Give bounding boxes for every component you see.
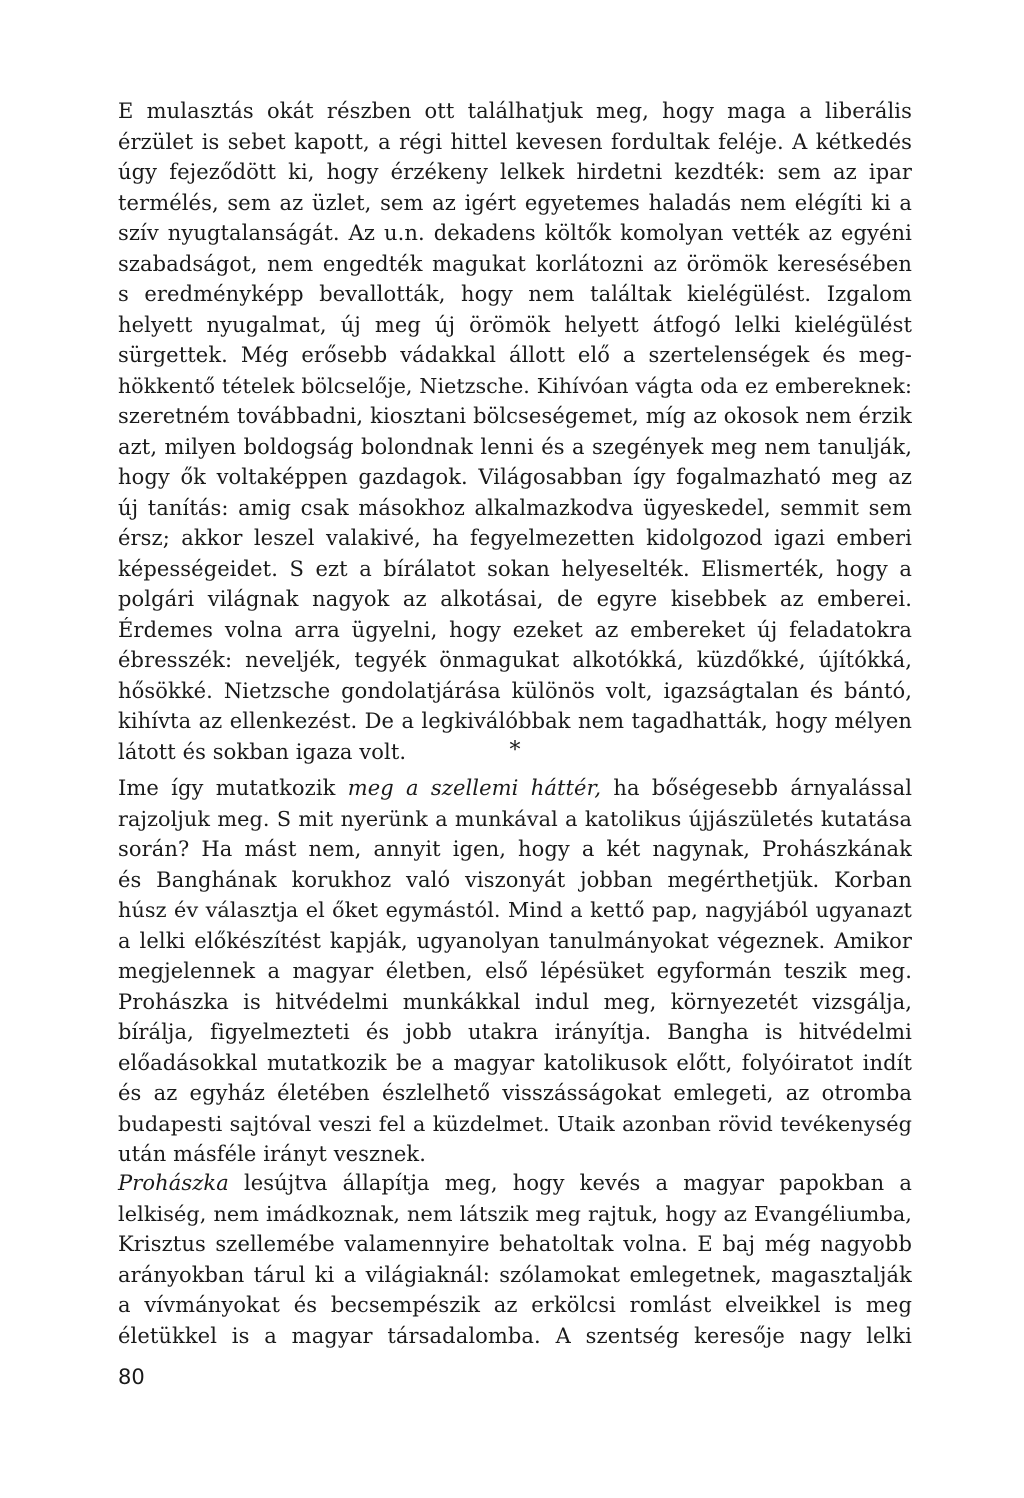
- paragraph-1-line: kihívta az ellenkezést. De a legkiválóbbak nem tagadhatták, hogy mélyen: [118, 709, 912, 733]
- paragraph-2-line: előadásokkal mutatkozik be a magyar katolikusok előtt, folyóiratot indít: [118, 1050, 912, 1075]
- paragraph-1-line: érsz; akkor leszel valakivé, ha fegyelmezetten kidolgozod igazi emberi: [118, 526, 912, 550]
- italic-emphasis: Prohászka: [118, 1171, 229, 1195]
- paragraph-1-line: hökkentő tételek bölcselője, Nietzsche. Kihívóan vágta oda ez embereknek:: [118, 373, 912, 398]
- paragraph-1-line: szeretném továbbadni, kiosztani bölcseségemet, míg az okosok nem érzik: [118, 404, 912, 428]
- paragraph-1: [118, 96, 912, 767]
- paragraph-1-line: új tanítás: amig csak másokhoz alkalmazkodva ügyeskedel, semmit sem: [118, 495, 912, 520]
- paragraph-1-line: látott és sokban igaza volt.: [118, 739, 407, 764]
- paragraph-2-line: során? Ha mást nem, annyit igen, hogy a két nagynak, Prohászkának: [118, 837, 912, 861]
- paragraph-3: [118, 1168, 912, 1351]
- paragraph-1-line: úgy fejeződött ki, hogy érzékeny lelkek hirdetni kezdték: sem az ipar: [118, 160, 912, 184]
- paragraph-1-line: Érdemes volna arra ügyelni, hogy ezeket az embereket új feladatokra: [118, 617, 912, 642]
- section-separator: *: [509, 738, 521, 763]
- paragraph-2-line: rajzoljuk meg. S mit nyerünk a munkával a katolikus újjászületés kutatása: [118, 806, 912, 831]
- paragraph-3-line: Prohászka lesújtva állapítja meg, hogy kevés a magyar papokban a: [118, 1171, 912, 1195]
- paragraph-1-line: ébresszék: neveljék, tegyék önmagukat alkotókká, küzdőkké, újítókká,: [118, 648, 912, 672]
- paragraph-1-line: azt, milyen boldogság bolondnak lenni és a szegények meg nem tanulják,: [118, 434, 912, 459]
- paragraph-2-line: megjelennek a magyar életben, első lépésüket egyformán teszik meg.: [118, 959, 912, 983]
- paragraph-2-line: bírálja, figyelmezteti és jobb utakra irányítja. Bangha is hitvédelmi: [118, 1020, 912, 1044]
- paragraph-2-line: budapesti sajtóval veszi fel a küzdelmet. Utaik azonban rövid tevékenység: [118, 1111, 912, 1136]
- paragraph-1-line: E mulasztás okát részben ott találhatjuk meg, hogy maga a liberális: [118, 99, 912, 123]
- paragraph-2-line: után másféle irányt vesznek.: [118, 1142, 426, 1166]
- paragraph-3-line: lelkiség, nem imádkoznak, nem látszik meg rajtuk, hogy az Evangéliumba,: [118, 1201, 912, 1226]
- paragraph-2-line: Ime így mutatkozik meg a szellemi háttér, ha bőségesebb árnyalással: [118, 776, 913, 800]
- paragraph-1-line: képességeidet. S ezt a bírálatot sokan helyeselték. Elismerték, hogy a: [118, 556, 912, 581]
- paragraph-2-line: Prohászka is hitvédelmi munkákkal indul meg, környezetét vizsgálja,: [118, 989, 912, 1014]
- paragraph-1-line: hogy ők voltaképpen gazdagok. Világosabban így fogalmazható meg az: [118, 465, 912, 489]
- paragraph-3-line: a vívmányokat és becsempészik az erkölcsi romlást elveikkel is meg: [118, 1293, 912, 1317]
- paragraph-2-line: és Banghának korukhoz való viszonyát jobban megérthetjük. Korban: [118, 867, 912, 892]
- paragraph-2: [118, 773, 912, 1170]
- paragraph-1-line: s eredményképp bevallották, hogy nem találtak kielégülést. Izgalom: [118, 282, 912, 306]
- paragraph-2-line: a lelki előkészítést kapják, ugyanolyan tanulmányokat végeznek. Amikor: [118, 928, 912, 953]
- paragraph-1-line: termélés, sem az üzlet, sem az igért egyetemes haladás nem elégíti ki a: [118, 190, 912, 215]
- paragraph-1-line: hősökké. Nietzsche gondolatjárása különös volt, igazságtalan és bántó,: [118, 678, 912, 703]
- italic-emphasis: meg a szellemi háttér,: [347, 776, 602, 800]
- paragraph-1-line: helyett nyugalmat, új meg új örömök helyett átfogó lelki kielégülést: [118, 312, 912, 337]
- page-number: 80: [118, 1365, 145, 1389]
- paragraph-1-line: sürgettek. Még erősebb vádakkal állott elő a szertelenségek és meg-: [118, 343, 912, 367]
- paragraph-3-line: Krisztus szellemébe valamennyire behatoltak volna. E baj még nagyobb: [118, 1232, 912, 1256]
- paragraph-3-line: életükkel is a magyar társadalomba. A szentség keresője nagy lelki: [118, 1323, 912, 1348]
- paragraph-1-line: szabadságot, nem engedték magukat korlátozni az örömök keresésében: [118, 251, 912, 276]
- paragraph-1-line: érzület is sebet kapott, a régi hittel kevesen fordultak feléje. A kétkedés: [118, 129, 912, 154]
- paragraph-1-line: polgári világnak nagyok az alkotásai, de egyre kisebbek az emberei.: [118, 587, 912, 611]
- paragraph-2-line: és az egyház életében észlelhető visszásságokat emlegeti, az otromba: [118, 1081, 912, 1105]
- paragraph-2-line: húsz év választja el őket egymástól. Mind a kettő pap, nagyjából ugyanazt: [118, 898, 912, 922]
- paragraph-3-line: arányokban tárul ki a világiaknál: szólamokat emlegetnek, magasztalják: [118, 1262, 912, 1287]
- paragraph-1-line: szív nyugtalanságát. Az u.n. dekadens költők komolyan vették az egyéni: [118, 221, 912, 245]
